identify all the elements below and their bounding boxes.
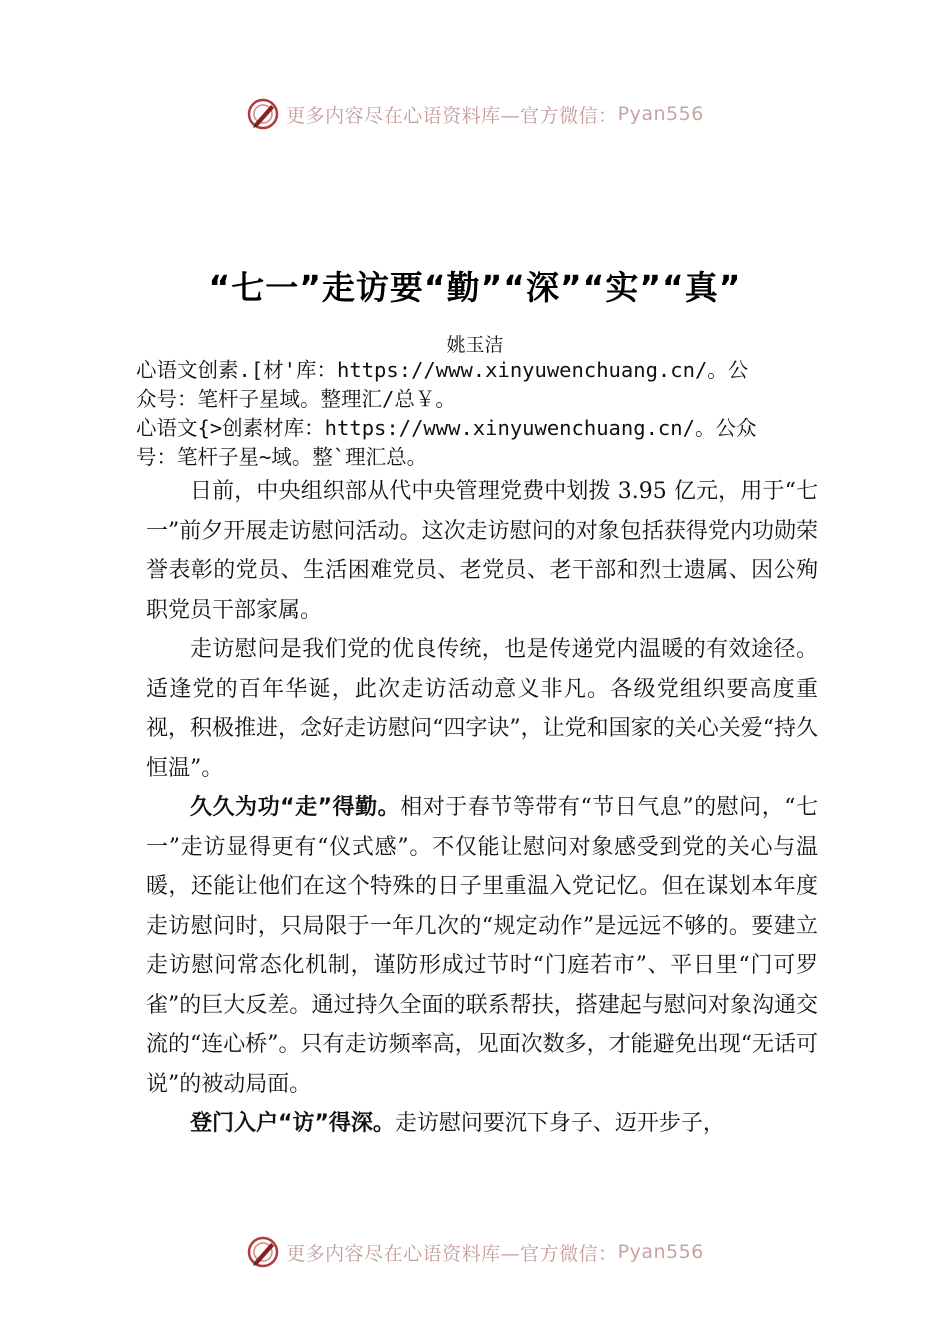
paragraph-text: 走访慰问是我们党的优良传统，也是传递党内温暖的有效途径。适逢党的百年华诞，此次走访活动意义非凡。各级党组织要高度重视，积极推进，念好走访慰问“四字诀”，让党和国家的关心关爱“持久恒温”。	[146, 637, 818, 781]
banner-text: 更多内容尽在心语资料库—官方微信：	[286, 104, 618, 127]
body-paragraph	[146, 1104, 818, 1144]
banner-wechat-id: Pyan556	[617, 103, 704, 125]
banner-wechat-id: Pyan556	[617, 1241, 704, 1263]
source-note-line: 号：笔杆子星~域。整`理汇总。	[136, 445, 428, 469]
body-paragraph	[146, 472, 818, 630]
article-title: “七一”走访要“勤”“深”“实”“真”	[208, 268, 742, 307]
pen-logo-icon	[246, 1235, 280, 1269]
paragraph-text: 走访慰问要沉下身子、迈开步子，	[394, 1111, 725, 1136]
paragraph-text: 日前，中央组织部从代中央管理党费中划拨 3.95 亿元，用于“七一”前夕开展走访慰问活动。这次走访慰问的对象包括获得党内功勋荣誉表彰的党员、生活困难党员、老党员、老干部和烈士遗属、因公殉职党员干部家属。	[146, 479, 818, 623]
source-note-line: 心语文{>创素材库：https://www.xinyuwenchuang.cn/。公众	[136, 416, 757, 440]
source-note-line: 众号：笔杆子星域。整理汇/总￥。	[136, 387, 456, 411]
footer-banner	[0, 1232, 950, 1272]
article-body	[146, 472, 818, 1144]
paragraph-lead: 登门入户“访”得深。	[190, 1111, 395, 1136]
paragraph-text: 相对于春节等带有“节日气息”的慰问，“七一”走访显得更有“仪式感”。不仅能让慰问对象感受到党的关心与温暖，还能让他们在这个特殊的日子里重温入党记忆。但在谋划本年度走访慰问时，只局限于一年几次的“规定动作”是远远不够的。要建立走访慰问常态化机制，谨防形成过节时“门庭若市”、平日里“门可罗雀”的巨大反差。通过持久全面的联系帮扶，搭建起与慰问对象沟通交流的“连心桥”。只有走访频率高，见面次数多，才能避免出现“无话可说”的被动局面。	[146, 795, 819, 1097]
body-paragraph	[146, 630, 818, 788]
header-banner	[0, 94, 950, 134]
body-paragraph	[146, 788, 818, 1104]
paragraph-lead: 久久为功“走”得勤。	[190, 795, 401, 820]
source-note-line: 心语文创素.[材'库：https://www.xinyuwenchuang.cn/。公	[136, 358, 749, 382]
article-author: 姚玉洁	[446, 334, 504, 356]
pen-logo-icon	[246, 97, 280, 131]
banner-text: 更多内容尽在心语资料库—官方微信：	[286, 1242, 618, 1265]
